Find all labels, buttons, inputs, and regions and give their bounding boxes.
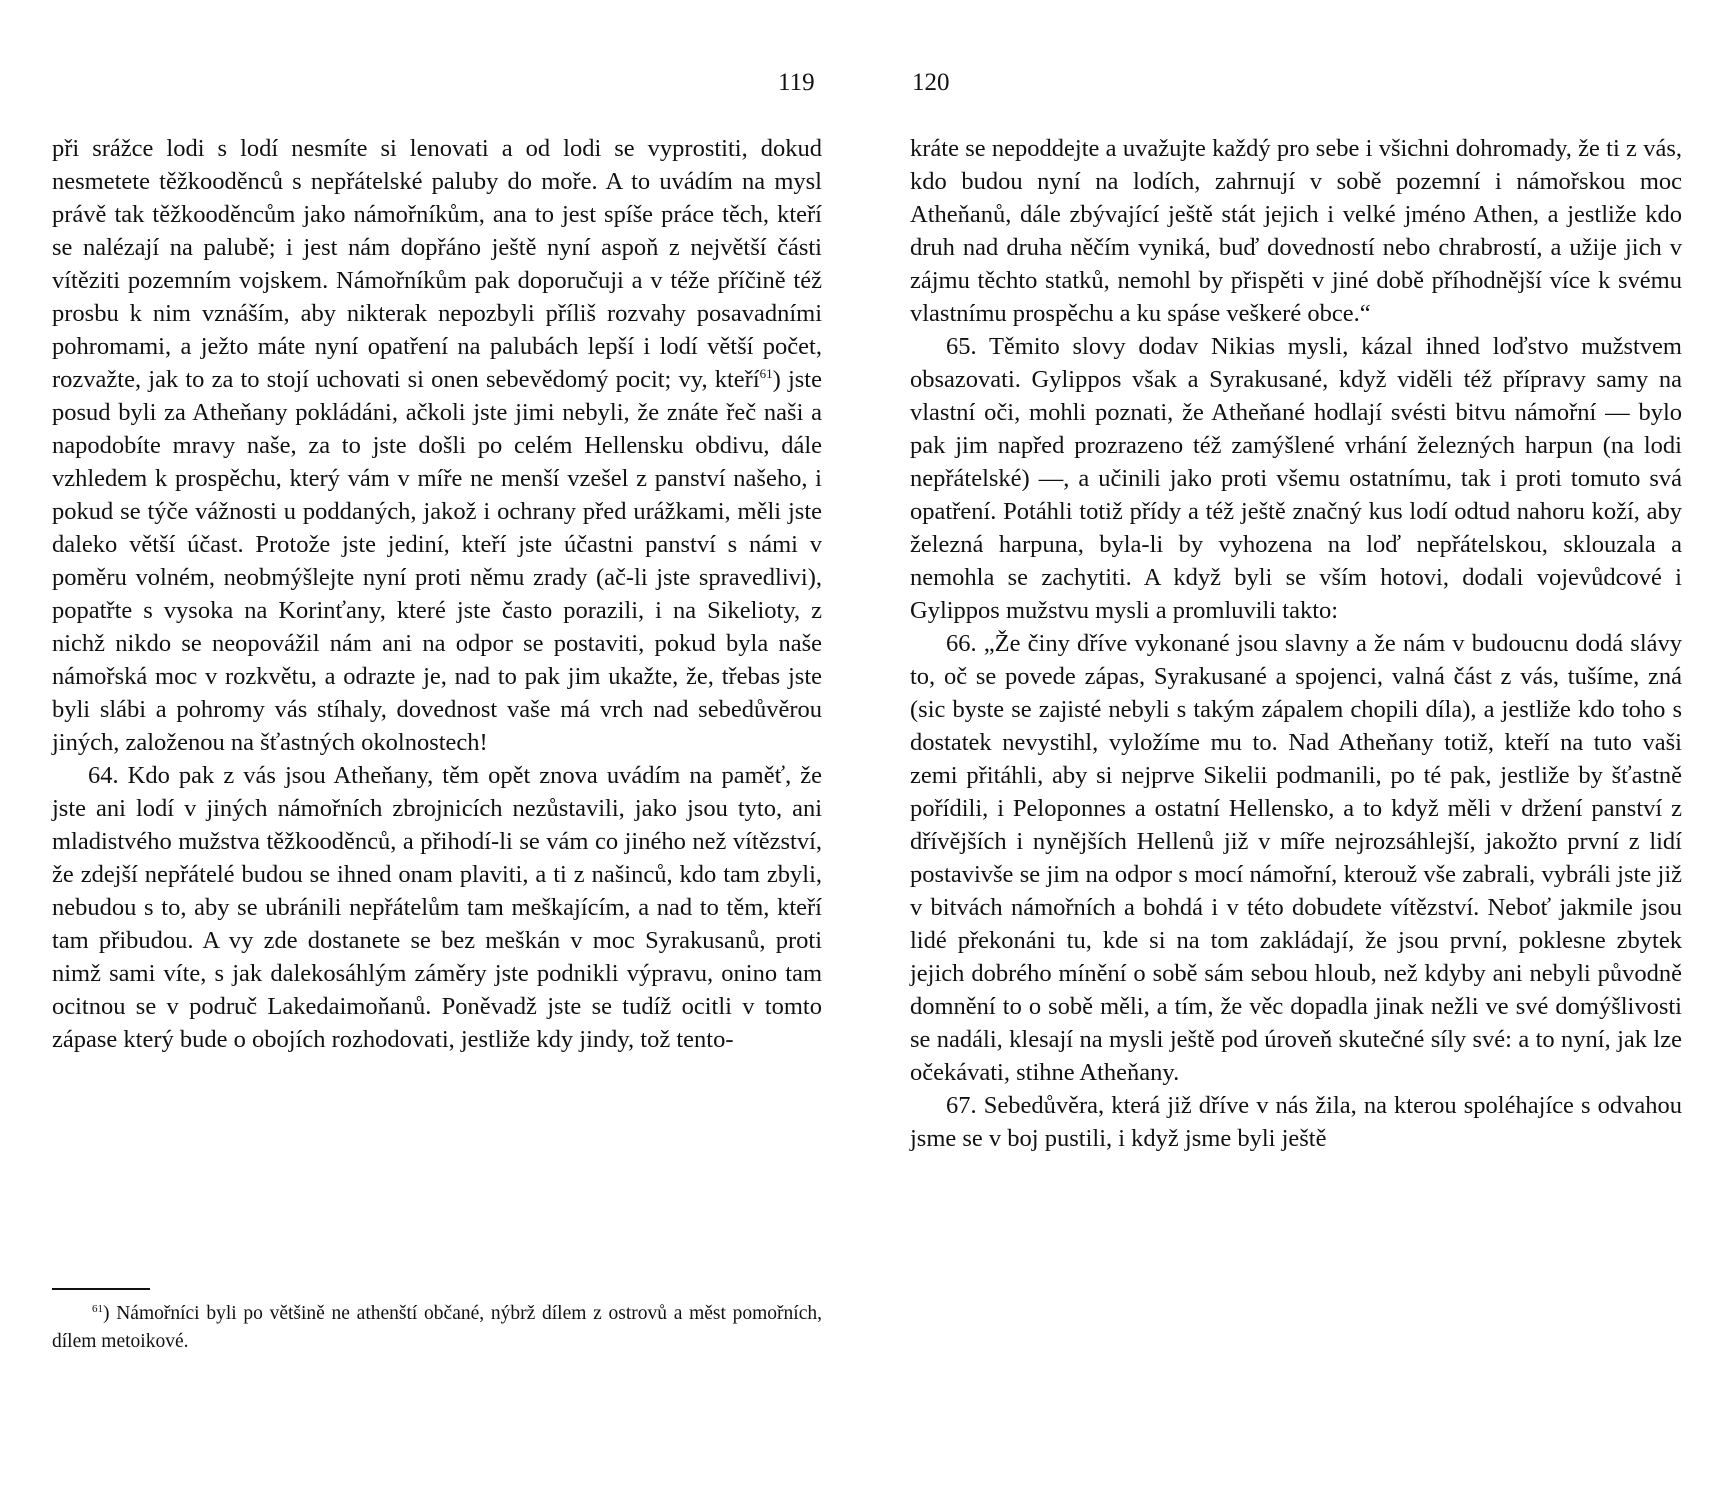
paragraph: 66. „Že činy dříve vykonané jsou slavny a že nám v budoucnu dodá slávy to, oč se povede zápas, Syrakusané a spojenci, valná část z vás, tušíme, zná (sic byste se zajisté nebyli s takým zápalem chopili díla), a jestliže kdo toho s dostatek nevystihl, vyložíme mu to. Nad Atheňany totiž, kteří na tuto vaši zemi přitáhli, aby si nejprve Sikelii podmanili, po té pak, jestliže by šťastně pořídili, i Peloponnes a ostatní Hellensko, a to když měli v držení panství z dřívějších i nynějších Hellenů již v míře nejrozsáhlejší, jakožto první z lidí postavivše se jim na odpor s mocí námořní, kterouž vše zabrali, vybráli jste již v bitvách námořních a bohdá i v této dobudete vítězství. Neboť jakmile jsou lidé překonáni tu, kde si na tom zakládají, že jsou první, poklesne zbytek jejich dobrého mínění o sobě sám sebou hloub, než kdyby ani nebyli původně domnění to o sobě měli, a tím, že věc dopadla jinak nežli ve své domýšlivosti se nadáli, klesají na mysli ještě pod úroveň skutečné síly své: a to nyní, jak lze očekávati, stihne Atheňany. [910,630,1682,1086]
right-page [860,0,1720,1500]
page-number: 120 [912,69,950,96]
footnote-reference: 61 [759,366,773,381]
footnote-divider [52,1288,150,1290]
page-number: 119 [778,69,815,96]
footnote-marker: 61 [92,1303,103,1315]
text-column [52,132,822,1056]
paragraph [52,759,822,1056]
footnote [52,1300,822,1356]
paragraph-text: při srážce lodi s lodí nesmíte si lenovati a od lodi se vyprostiti, dokud nesmetete těžkooděnců s nepřátelské paluby do moře. A to uvádím na mysl právě tak těžkooděncům jako námořníkům, ana to jest spíše práce těch, kteří se nalézají na palubě; i jest nám dopřáno ještě nyní aspoň z největší části vítěziti pozemním vojskem. Námořníkům pak doporučuji a v téže příčině též prosbu k nim vznáším, aby nikterak nepozbyli příliš rozvahy posavadními pohromami, a ježto máte nyní opatření na palubách lepší i lodí větší počet, rozvažte, jak to za to stojí uchovati si onen sebevědomý pocit; vy, kteří [52,135,822,393]
footnote-text: ) Námořníci byli po většině ne athenští občané, nýbrž dílem z ostrovů a měst pomořních, dílem metoikové. [52,1303,822,1352]
paragraph: kráte se nepoddejte a uvažujte každý pro sebe i všichni dohromady, že ti z vás, kdo budou nyní na lodích, zahrnují v sobě pozemní i námořskou moc Atheňanů, dále zbývající ještě stát jejich i velké jméno Athen, a jestliže kdo druh nad druha něčím vyniká, buď dovedností nebo chrabrostí, a užije jich v zájmu těchto statků, nemohl by přispěti v jiné době příhodnější více k svému vlastnímu prospěchu a ku spáse veškeré obce.“ [910,135,1682,327]
paragraph-text: 64. Kdo pak z vás jsou Atheňany, těm opět znova uvádím na paměť, že jste ani lodí v jiných námořních zbrojnicích nezůstavili, jako jsou tyto, ani mladistvého mužstva těžkooděnců, a přihodí-li se vám co jiného než vítězství, že zdejší nepřátelé budou se ihned onam plaviti, a ti z našinců, kdo tam zbyli, nebudou s to, aby se ubránili nepřátelům tam meškajícím, a nad to těm, kteří tam přibudou. A vy zde dostanete se bez meškán v moc Syrakusanů, proti nimž sami víte, s jak dalekosáhlým záměry jste podnikli výpravu, onino tam ocitnou se v područ Lakedaimoňanů. Poněvadž jste se tudíž ocitli v tomto zápase který bude o obojích rozhodovati, jestliže kdy jindy, tož tento- [52,762,822,1053]
paragraph: 65. Těmito slovy dodav Nikias mysli, kázal ihned loďstvo mužstvem obsazovati. Gylippos však a Syrakusané, když viděli též přípravy samy na vlastní oči, mohli poznati, že Atheňané hodlají svésti bitvu námořní — bylo pak jim napřed prozrazeno též zamýšlené vrhání železných harpun (na lodi nepřátelské) —, a učinili jako proti všemu ostatnímu, tak i proti tomuto svá opatření. Potáhli totiž přídy a též ještě značný kus lodí odtud nahoru koží, aby železná harpuna, byla-li by vyhozena na loď nepřátelskou, sklouzala a nemohla se zachytiti. A když byli se vším hotovi, dodali vojevůdcové i Gylippos mužstvu mysli a promluvili takto: [910,333,1682,624]
paragraph [52,132,822,759]
paragraph: 67. Sebedůvěra, která již dříve v nás žila, na kterou spoléhajíce s odvahou jsme se v boj pustili, i když jsme byli ještě [910,1092,1682,1152]
text-column [910,132,1682,1155]
paragraph-text: ) jste posud byli za Atheňany pokládáni, ačkoli jste jimi nebyli, že znáte řeč naši a napodobíte mravy naše, za to jste došli po celém Hellensku obdivu, dále vzhledem k prospěchu, který vám v míře ne menší vzešel z panství našeho, i pokud se týče vážnosti u poddaných, jakož i ochrany před urážkami, měli jste daleko větší účast. Protože jste jediní, kteří jste účastni panství s námi v poměru volném, neobmýšlejte nyní proti němu zrady (ač-li jste spravedlivi), popatřte s vysoka na Korinťany, které jste často porazili, i na Sikelioty, z nichž nikdo se neopovážil nám ani na odpor se postaviti, pokud byla naše námořská moc v rozkvětu, a odrazte je, nad to pak jim ukažte, že, třebas jste byli slábi a pohromy vás stíhaly, dovednost vaše má vrch nad sebedůvěrou jiných, založenou na šťastných okolnostech! [52,366,822,756]
